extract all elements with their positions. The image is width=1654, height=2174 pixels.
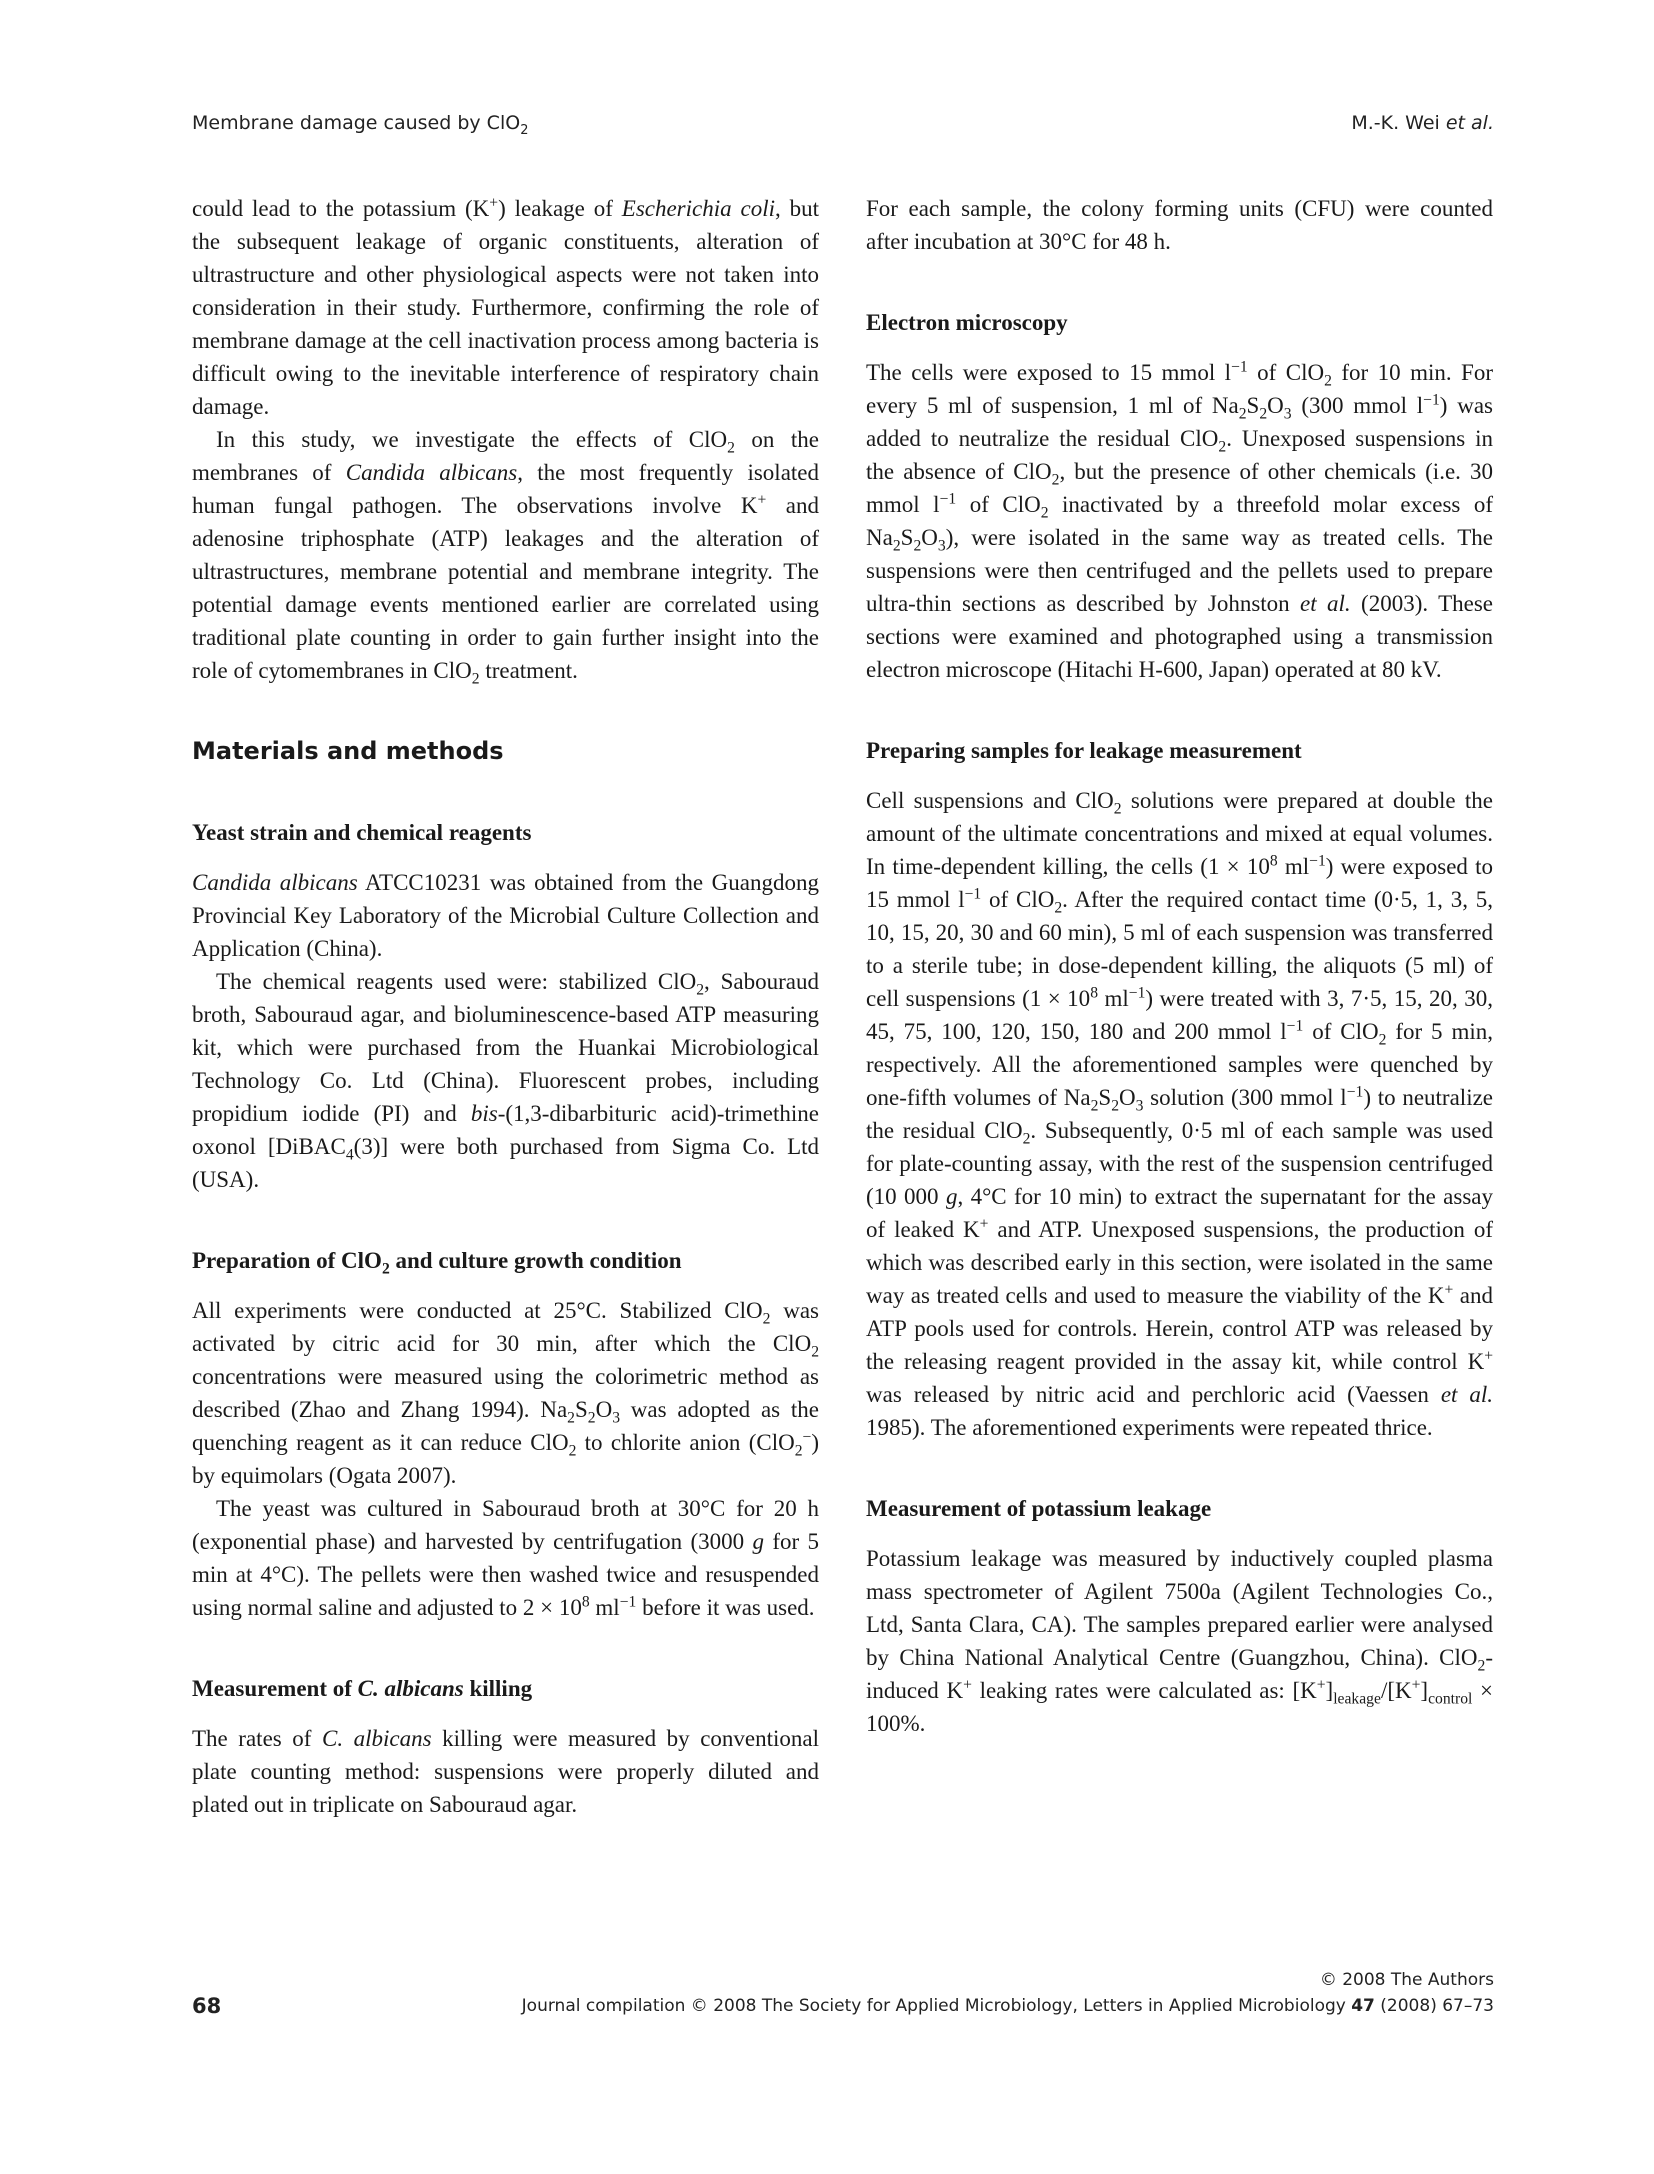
- subsection-heading: Electron microscopy: [866, 310, 1068, 335]
- subsection-heading: Measurement of C. albicans killing: [192, 1676, 533, 1701]
- section-heading: Materials and methods: [192, 737, 504, 765]
- paragraph: All experiments were conducted at 25°C. Stabilized ClO$_2$ was activated by citric acid for 30 min, after which the ClO$_2$ concentrations were measured using the colorimetric method as described (Zhao and Zhang 1994). $Na_2S_2O_3$ was adopted as the quenching reagent as it can reduce ClO$_2$ to chlorite anion (ClO$_2$−) by equimolars (Ogata 2007).: [192, 1298, 819, 1488]
- paragraph: In this study, we investigate the effects of ClO$_2$ on the membranes of Candida albicans, the most frequently isolated human fungal pathogen. The observations involve K+ and adenosine triphosphate (ATP) leakages and the alteration of ultrastructures, membrane potential and membrane integrity. The potential damage events mentioned earlier are correlated using traditional plate counting in order to gain further insight into the role of cytomembranes in ClO$_2$ treatment.: [192, 427, 819, 688]
- paragraph: The cells were exposed to 15 mmol $l^{-1}$ of ClO$_2$ for 10 min. For every 5 ml of suspension, 1 ml of $Na_2S_2O_3$ (300 mmol $l^{-1}$) was added to neutralize the residual ClO$_2$. Unexposed suspensions in the absence of ClO$_2$, but the presence of other chemicals (i.e. 30 mmol $l^{-1}$ of ClO$_2$ inactivated by a threefold molar excess of $Na_2S_2O_3$), were isolated in the same way as treated cells. The suspensions were then centrifuged and the pellets used to prepare ultra-thin sections as described by Johnston et al. (2003). These sections were examined and photographed using a transmission electron microscope (Hitachi H-600, Japan) operated at 80 kV.: [866, 358, 1494, 682]
- paragraph: For each sample, the colony forming units (CFU) were counted after incubation at 30°C for 48 h.: [866, 196, 1493, 254]
- paragraph: The yeast was cultured in Sabouraud broth at 30°C for 20 h (exponential phase) and harvested by centrifugation (3000 g for 5 min at 4°C). The pellets were then washed twice and resuspended using normal saline and adjusted to $2 \times 10^8$ $ml^{-1}$ before it was used.: [192, 1496, 819, 1620]
- paragraph: could lead to the potassium (K+) leakage of Escherichia coli, but the subsequent leakage of organic constituents, alteration of ultrastructure and other physiological aspects were not taken into consideration in their study. Furthermore, confirming the role of membrane damage at the cell inactivation process among bacteria is difficult owing to the inevitable interference of respiratory chain damage.: [192, 194, 819, 419]
- subsection-heading: Measurement of potassium leakage: [866, 1496, 1212, 1521]
- paragraph: Potassium leakage was measured by inductively coupled plasma mass spectrometer of Agilent 7500a (Agilent Technologies Co., Ltd, Santa Clara, CA). The samples prepared earlier were analysed by China National Analytical Centre (Guangzhou, China). ClO$_2$-induced K+ leaking rates were calculated as: $[K^+]_{leakage}/[K^+]_{control} \times 100\%$.: [866, 1546, 1493, 1736]
- paragraph: The rates of C. albicans killing were measured by conventional plate counting method: suspensions were properly diluted and plated out in triplicate on Sabouraud agar.: [192, 1726, 820, 1817]
- header-authors-etal: et al.: [1445, 112, 1494, 134]
- header-title-text: Membrane damage caused by ClO: [192, 112, 521, 134]
- subsection-heading: Preparation of ClO$_2$ and culture growth condition: [192, 1248, 682, 1278]
- running-header-title: [192, 112, 529, 138]
- subsection-heading: Preparing samples for leakage measurement: [866, 738, 1302, 763]
- page-number: 68: [192, 1994, 222, 2018]
- paragraph: Cell suspensions and ClO$_2$ solutions were prepared at double the amount of the ultimate concentrations and mixed at equal volumes. In time-dependent killing, the cells ($1 \times 10^8$ $ml^{-1}$) were exposed to 15 mmol $l^{-1}$ of ClO$_2$. After the required contact time (0·5, 1, 3, 5, 10, 15, 20, 30 and 60 min), 5 ml of each suspension was transferred to a sterile tube; in dose-dependent killing, the aliquots (5 ml) of cell suspensions ($1 \times 10^8$ $ml^{-1}$) were treated with 3, 7·5, 15, 20, 30, 45, 75, 100, 120, 150, 180 and 200 mmol $l^{-1}$ of ClO$_2$ for 5 min, respectively. All the aforementioned samples were quenched by one-fifth volumes of $Na_2S_2O_3$ solution (300 mmol $l^{-1}$) to neutralize the residual ClO$_2$. Subsequently, 0·5 ml of each sample was used for plate-counting assay, with the rest of the suspension centrifuged (10 000 g, 4°C for 10 min) to extract the supernatant for the assay of leaked K+ and ATP. Unexposed suspensions, the production of which was described early in this section, were isolated in the same way as treated cells and used to measure the viability of the K+ and ATP pools used for controls. Herein, control ATP was released by the releasing reagent provided in the assay kit, while control K+ was released by nitric acid and perchloric acid (Vaessen et al. 1985). The aforementioned experiments were repeated thrice.: [866, 788, 1494, 1440]
- running-header-authors: [1351, 112, 1494, 134]
- paragraph: The chemical reagents used were: stabilized ClO$_2$, Sabouraud broth, Sabouraud agar, and bioluminescence-based ATP measuring kit, which were purchased from the Huankai Microbiological Technology Co. Ltd (China). Fluorescent probes, including propidium iodide (PI) and bis-(1,3-dibarbituric acid)-trimethine oxonol [DiBAC$_4$(3)] were both purchased from Sigma Co. Ltd (USA).: [192, 969, 820, 1192]
- subsection-heading: Yeast strain and chemical reagents: [192, 820, 532, 845]
- right-column: [866, 192, 1493, 1740]
- footer-journal: Journal compilation © 2008 The Society for Applied Microbiology, Letters in Applied Microbiology 47 (2008) 67–73: [521, 1996, 1494, 2016]
- header-authors-text: M.-K. Wei: [1351, 112, 1440, 134]
- left-column: [192, 192, 819, 1821]
- footer-copyright: © 2008 The Authors: [1319, 1970, 1494, 1990]
- header-title-sub: 2: [520, 122, 529, 138]
- paragraph: Candida albicans ATCC10231 was obtained from the Guangdong Provincial Key Laboratory of the Microbial Culture Collection and Application (China).: [192, 870, 819, 961]
